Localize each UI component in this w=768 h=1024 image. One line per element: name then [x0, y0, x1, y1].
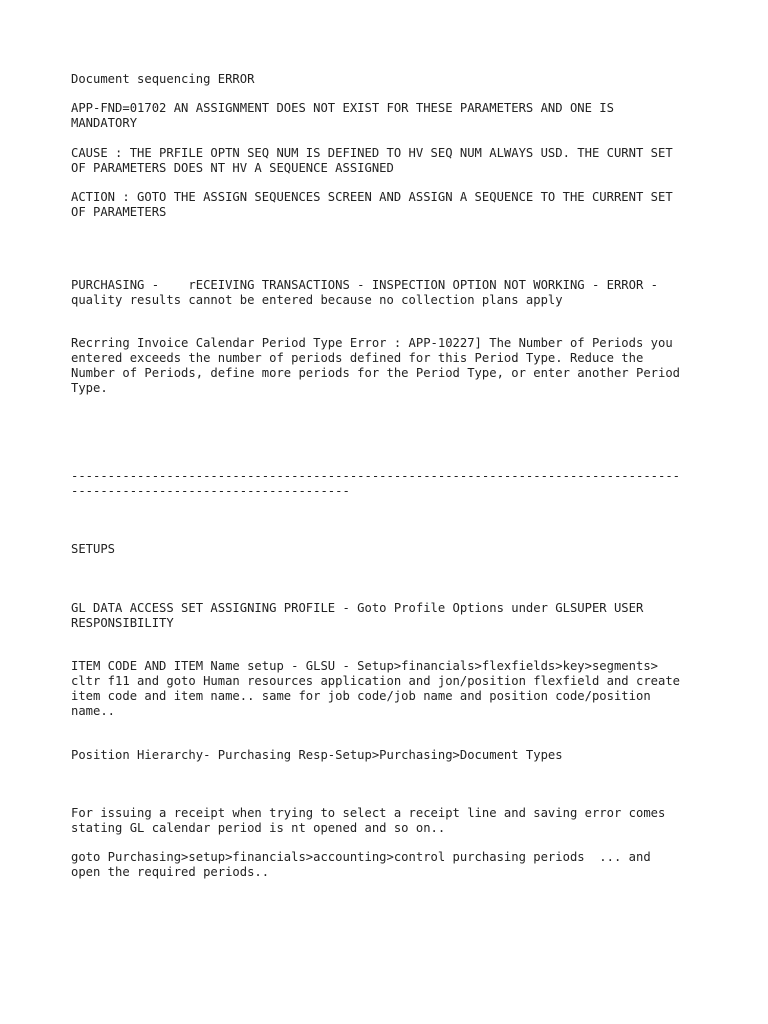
cause-paragraph	[71, 146, 711, 176]
text-line: cltr f11 and goto Human resources application and jon/position flexfield and create	[71, 674, 681, 688]
text-line: OF PARAMETERS	[71, 205, 167, 219]
item-code-paragraph	[71, 659, 711, 719]
error-fnd-paragraph	[71, 101, 711, 131]
text-line: Type.	[71, 381, 108, 395]
text-line: name..	[71, 704, 116, 718]
text-line: stating GL calendar period is nt opened and so on..	[71, 821, 446, 835]
text-line: Recrring Invoice Calendar Period Type Error : APP-10227] The Number of Periods you	[71, 336, 673, 350]
purchasing-paragraph	[71, 278, 711, 308]
text-line: OF PARAMETERS DOES NT HV A SEQUENCE ASSIGNED	[71, 161, 394, 175]
text-line: --------------------------------------	[71, 484, 350, 498]
title-line: Document sequencing ERROR	[71, 72, 255, 86]
text-line: PURCHASING - rECEIVING TRANSACTIONS - INSPECTION OPTION NOT WORKING - ERROR -	[71, 278, 658, 292]
setups-heading	[71, 542, 711, 557]
text-line: Number of Periods, define more periods for the Period Type, or enter another Period	[71, 366, 681, 380]
goto-purchasing-paragraph	[71, 850, 711, 880]
text-line: For issuing a receipt when trying to select a receipt line and saving error comes	[71, 806, 666, 820]
text-line: -----------------------------------------------------------------------------------	[71, 469, 681, 483]
document-title	[71, 72, 711, 87]
divider-line	[71, 469, 711, 499]
text-line: SETUPS	[71, 542, 116, 556]
text-line: ITEM CODE AND ITEM Name setup - GLSU - Setup>financials>flexfields>key>segments>	[71, 659, 658, 673]
issuing-receipt-paragraph	[71, 806, 711, 836]
text-line: Position Hierarchy- Purchasing Resp-Setup>Purchasing>Document Types	[71, 748, 563, 762]
text-line: MANDATORY	[71, 116, 138, 130]
text-line: CAUSE : THE PRFILE OPTN SEQ NUM IS DEFINED TO HV SEQ NUM ALWAYS USD. THE CURNT SET	[71, 146, 673, 160]
text-line: APP-FND=01702 AN ASSIGNMENT DOES NOT EXIST FOR THESE PARAMETERS AND ONE IS	[71, 101, 614, 115]
action-paragraph	[71, 190, 711, 220]
text-line: goto Purchasing>setup>financials>accounting>control purchasing periods ... and	[71, 850, 651, 864]
position-hierarchy-paragraph	[71, 748, 711, 763]
text-line: quality results cannot be entered because no collection plans apply	[71, 293, 563, 307]
text-line: GL DATA ACCESS SET ASSIGNING PROFILE - Goto Profile Options under GLSUPER USER	[71, 601, 644, 615]
text-line: open the required periods..	[71, 865, 270, 879]
text-line: RESPONSIBILITY	[71, 616, 174, 630]
text-line: ACTION : GOTO THE ASSIGN SEQUENCES SCREEN AND ASSIGN A SEQUENCE TO THE CURRENT SET	[71, 190, 673, 204]
gl-data-access-paragraph	[71, 601, 711, 631]
recurring-invoice-paragraph	[71, 336, 711, 396]
text-line: entered exceeds the number of periods defined for this Period Type. Reduce the	[71, 351, 644, 365]
text-line: item code and item name.. same for job code/job name and position code/position	[71, 689, 651, 703]
